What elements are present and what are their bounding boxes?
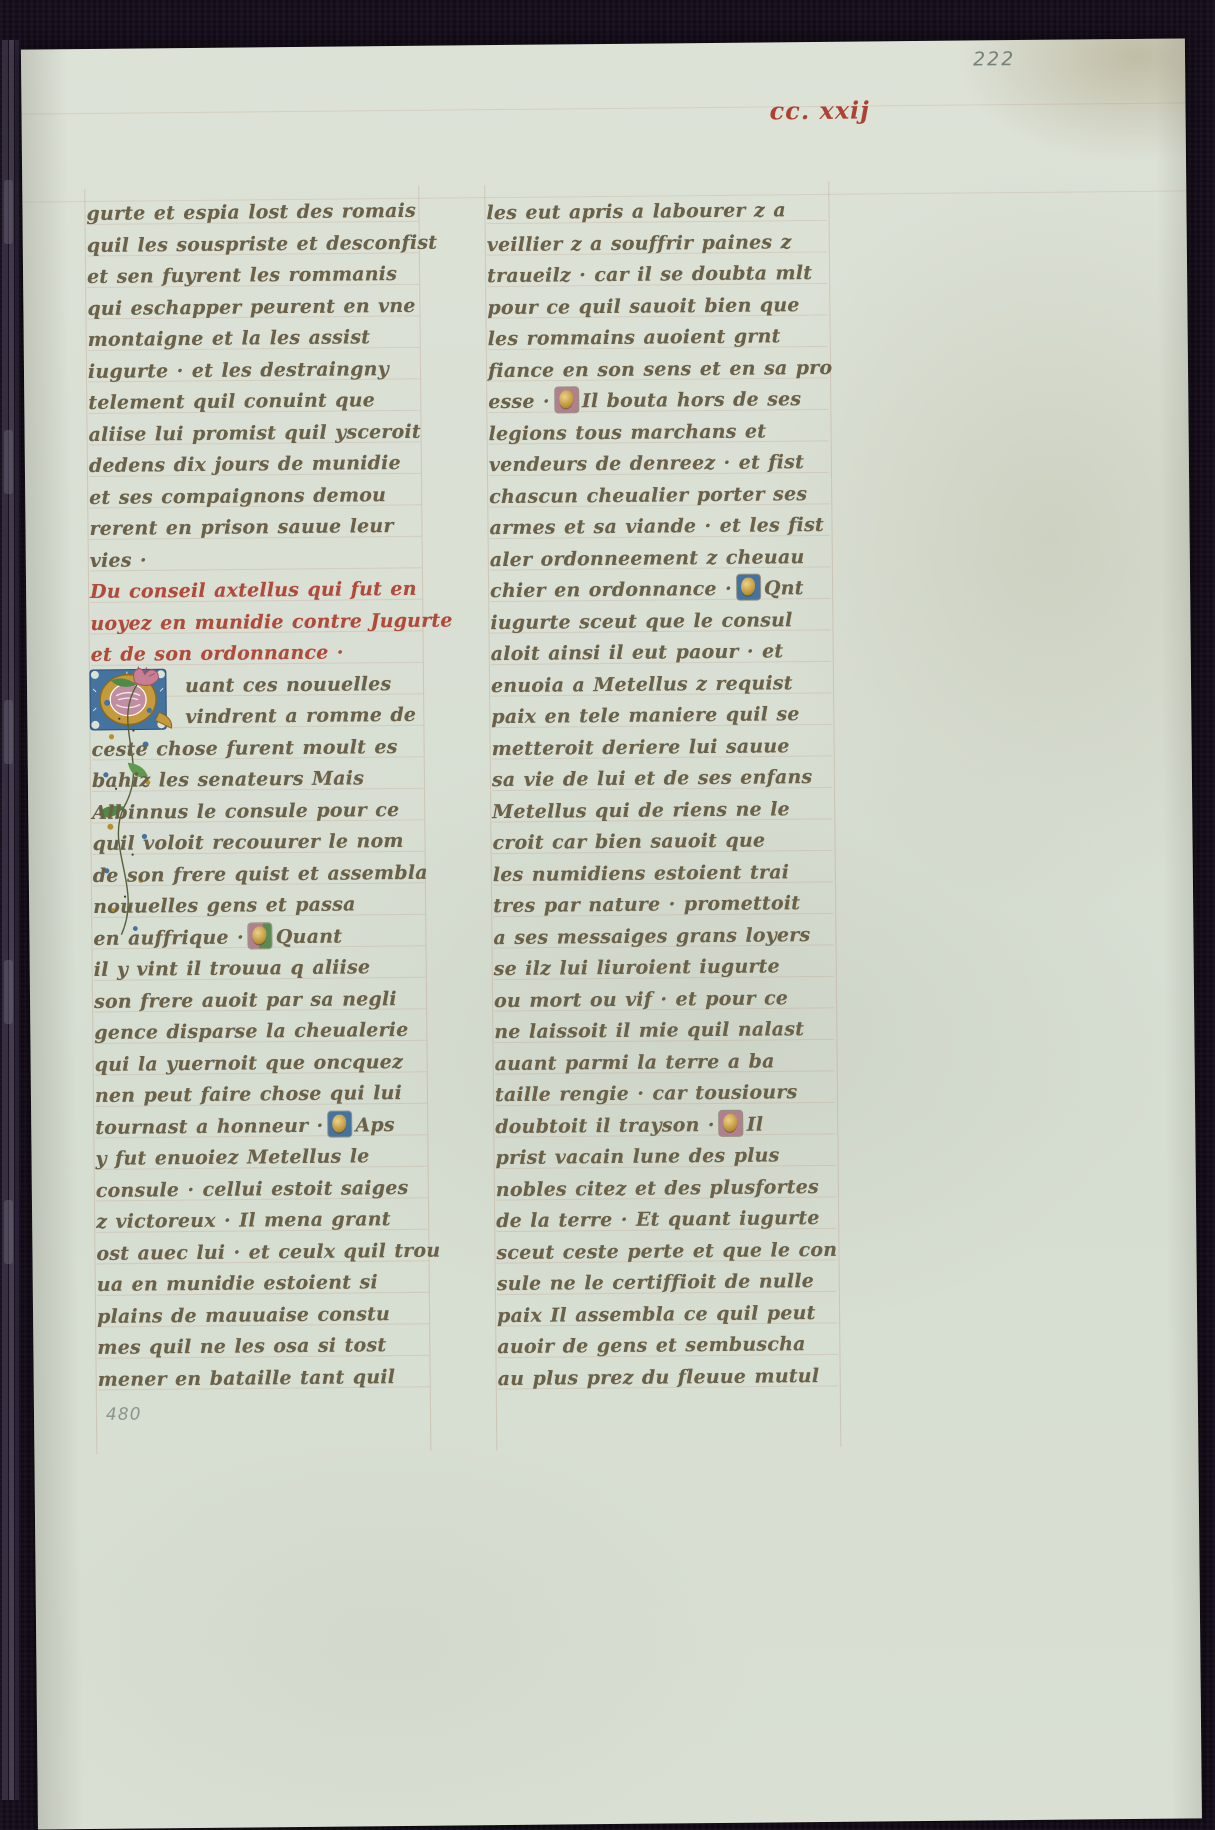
text-line [488, 384, 828, 419]
text-line [92, 763, 424, 798]
text-line [494, 951, 834, 986]
text-span: Albinnus le consule pour ce [92, 798, 400, 824]
text-span: sceut ceste perte et que le con [496, 1238, 838, 1264]
text-line [492, 793, 832, 828]
text-line [497, 1297, 837, 1332]
text-span: et de son ordonnance · [90, 641, 344, 666]
text-span: mener en bataille tant quil [97, 1365, 396, 1391]
text-line [497, 1266, 837, 1301]
text-span: aloit ainsi il eut paour · et [490, 640, 784, 666]
text-line [496, 1234, 836, 1269]
folio-edge-tab [4, 1200, 13, 1264]
text-span: enuoia a Metellus z requist [490, 671, 793, 697]
text-span: a ses messaiges grans loyers [493, 923, 811, 949]
text-span: auoir de gens et sembuscha [497, 1333, 806, 1359]
text-span: Il [746, 1113, 764, 1136]
text-line [95, 1078, 427, 1113]
text-span: quil voloit recouurer le nom [92, 829, 404, 855]
text-span: pour ce quil sauoit bien que [487, 293, 800, 319]
text-span: plains de mauuaise constu [96, 1302, 391, 1328]
text-line [491, 667, 831, 702]
text-span: rerent en prison sauue leur [89, 515, 394, 540]
text-line [486, 195, 826, 230]
text-line [89, 448, 421, 483]
text-line [87, 290, 419, 325]
text-span: metteroit deriere lui sauue [491, 734, 790, 760]
text-line [96, 1235, 441, 1270]
text-span: il y vint il trouua q aliise [93, 956, 371, 981]
text-span: se ilz lui liuroient iugurte [493, 955, 780, 981]
text-line [496, 1171, 836, 1206]
text-line [495, 1077, 835, 1112]
text-line [94, 1015, 426, 1050]
text-span: sule ne le certiffioit de nulle [496, 1270, 815, 1296]
text-span: tournast a honneur · [95, 1114, 324, 1139]
text-line [92, 857, 428, 892]
text-line [491, 636, 831, 671]
text-span: taille rengie · car tousiours [494, 1081, 798, 1107]
text-span: et ses compaignons demou [89, 483, 387, 509]
text-span: montaigne et la les assist [87, 326, 371, 351]
text-line [92, 826, 424, 861]
text-span: les eut apris a labourer z a [486, 199, 786, 225]
gold-letter-icon [332, 1114, 346, 1132]
text-span: au plus prez du fleuue mutul [497, 1364, 820, 1390]
text-line [97, 1298, 429, 1333]
text-line [489, 510, 829, 545]
champ-initial [737, 575, 760, 600]
text-line [87, 259, 419, 294]
text-line [492, 762, 832, 797]
text-line [94, 983, 426, 1018]
text-span: doubtoit il trayson · [495, 1113, 715, 1138]
text-line [490, 604, 830, 639]
stacked-folio-edge [15, 40, 19, 1800]
text-line [493, 856, 833, 891]
text-span: telement quil conuint que [88, 389, 376, 414]
text-span: croit car bien sauoit que [492, 829, 766, 855]
text-span: nouuelles gens et passa [93, 893, 356, 918]
text-line [93, 889, 425, 924]
pencil-page-number: 480 [105, 1404, 142, 1425]
text-span: y fut enuoiez Metellus le [95, 1145, 370, 1170]
gold-letter-icon [253, 926, 267, 944]
text-span: consule · cellui estoit saiges [95, 1176, 409, 1202]
text-line [96, 1204, 428, 1239]
text-span: les numidiens estoient trai [492, 860, 790, 886]
text-span: uant ces nouuelles [184, 672, 392, 697]
text-span: ne laissoit il mie quil nalast [494, 1018, 805, 1044]
text-line [95, 1109, 427, 1144]
text-span: en auffrique · [93, 926, 244, 950]
text-span: chascun cheualier porter ses [489, 482, 808, 508]
pencil-folio-number: 222 [972, 48, 1016, 71]
text-line [88, 385, 420, 420]
gold-letter-icon [559, 390, 573, 408]
text-span: qui eschapper peurent en vne [87, 294, 416, 320]
text-line [88, 416, 420, 451]
champ-initial [249, 923, 272, 948]
text-span: z victoreux · Il mena grant [96, 1208, 391, 1233]
text-span: aler ordonneement z cheuau [489, 545, 805, 571]
text-span: Metellus qui de riens ne le [492, 797, 790, 823]
rubric-line [90, 605, 453, 640]
text-line [487, 258, 827, 293]
champ-initial [328, 1111, 351, 1136]
text-line [88, 322, 420, 357]
folio-edge-tab [4, 960, 13, 1024]
text-line [491, 730, 831, 765]
text-span: ost auec lui · et ceulx quil trou [96, 1239, 441, 1265]
text-span: traueilz · car il se doubta mlt [486, 262, 813, 288]
manuscript-page [21, 38, 1202, 1829]
text-span: et sen fuyrent les rommanis [86, 263, 398, 288]
folio-edge-tab [4, 180, 13, 244]
text-line [97, 1330, 429, 1365]
text-span: paix en tele maniere quil se [491, 703, 800, 729]
text-line [91, 668, 423, 703]
text-line [487, 289, 827, 324]
text-span: aliise lui promist quil ysceroit [88, 420, 421, 446]
text-line [488, 321, 828, 356]
text-line [498, 1360, 838, 1395]
text-line [86, 196, 418, 231]
text-span: uoyez en munidie contre Jugurte [90, 608, 453, 635]
text-line [488, 415, 828, 450]
text-span: legions tous marchans et [488, 419, 767, 445]
text-span: gence disparse la cheualerie [94, 1018, 409, 1044]
text-line [495, 1140, 835, 1175]
text-span: de son frere quist et assembla [92, 861, 428, 887]
text-line [98, 1361, 430, 1396]
text-span: qui la yuernoit que oncquez [94, 1050, 404, 1076]
text-span: tres par nature · promettoit [493, 892, 801, 918]
text-line [487, 352, 833, 387]
text-span: auant parmi la terre a ba [494, 1049, 775, 1075]
text-span: Quant [275, 925, 343, 948]
text-line [496, 1203, 836, 1238]
text-line [86, 227, 438, 262]
text-span: son frere auoit par sa negli [93, 987, 397, 1013]
text-line [94, 952, 426, 987]
champ-initial [720, 1110, 743, 1135]
left-text-column [86, 196, 453, 1396]
text-span: fiance en son sens et en sa pro [487, 356, 833, 382]
text-span: paix Il assembla ce quil peut [496, 1301, 816, 1327]
text-line [93, 920, 425, 955]
text-line [91, 700, 423, 735]
text-line [96, 1172, 428, 1207]
text-span: ceste chose furent moult es [91, 735, 398, 761]
text-span: iugurte sceut que le consul [490, 608, 793, 634]
text-span: ou mort ou vif · et pour ce [493, 986, 789, 1012]
rubric-line [90, 574, 422, 609]
red-folio-number: cc. xxij [769, 95, 871, 126]
text-line [492, 825, 832, 860]
text-line [91, 731, 423, 766]
text-line [495, 1108, 835, 1143]
folio-edge-tab [4, 430, 13, 494]
text-line [92, 794, 424, 829]
text-span: iugurte · et les destraingny [87, 357, 389, 383]
text-span: vies · [89, 548, 147, 572]
rubric-line [91, 637, 423, 672]
champ-initial [555, 387, 578, 412]
text-span: dedens dix jours de munidie [88, 451, 401, 477]
text-span: bahiz les senateurs Mais [91, 767, 365, 792]
text-span: les rommains auoient grnt [487, 325, 781, 351]
text-span: Du conseil axtellus qui fut en [90, 577, 417, 603]
text-line [493, 919, 833, 954]
text-span: sa vie de lui et de ses enfans [491, 766, 813, 792]
text-line [89, 479, 421, 514]
text-line [89, 511, 421, 546]
text-line [493, 888, 833, 923]
text-span: prist vacain lune des plus [495, 1144, 780, 1170]
text-line [495, 1045, 835, 1080]
text-span: gurte et espia lost des romais [86, 199, 417, 225]
gold-letter-icon [724, 1113, 738, 1131]
text-line [97, 1267, 429, 1302]
text-span: quil les souspriste et desconfist [86, 231, 438, 257]
text-line [95, 1141, 427, 1176]
text-line [487, 226, 827, 261]
gold-letter-icon [741, 578, 755, 596]
text-span: nobles citez et des plusfortes [495, 1175, 820, 1201]
stacked-folio-edge [9, 40, 14, 1800]
text-span: mes quil ne les osa si tost [97, 1334, 387, 1359]
text-line [490, 541, 830, 576]
text-span: armes et sa viande · et les fist [489, 513, 824, 540]
text-line [90, 542, 422, 577]
text-line [489, 447, 829, 482]
text-span: de la terre · Et quant iugurte [496, 1206, 820, 1233]
text-line [490, 573, 830, 608]
text-line [491, 699, 831, 734]
right-text-column [486, 195, 837, 1395]
text-span: Il bouta hors de ses [581, 388, 802, 413]
text-line [88, 353, 420, 388]
text-line [494, 982, 834, 1017]
folio-edge-tab [4, 700, 13, 764]
margin-ruling-line [22, 102, 1186, 114]
text-span: veillier z a souffrir paines z [486, 230, 792, 256]
text-span: Aps [355, 1113, 395, 1136]
text-span: Qnt [763, 577, 804, 600]
text-span: ua en munidie estoient si [96, 1271, 378, 1296]
text-span: vindrent a romme de [185, 703, 417, 729]
text-span: chier en ordonnance · [490, 577, 733, 603]
text-span: vendeurs de denreez · et fist [488, 451, 805, 477]
text-line [95, 1046, 427, 1081]
stacked-folio-edge [2, 40, 8, 1800]
text-span: esse · [488, 390, 550, 414]
text-line [497, 1329, 837, 1364]
text-line [494, 1014, 834, 1049]
text-line [489, 478, 829, 513]
text-span: nen peut faire chose qui lui [94, 1082, 403, 1107]
